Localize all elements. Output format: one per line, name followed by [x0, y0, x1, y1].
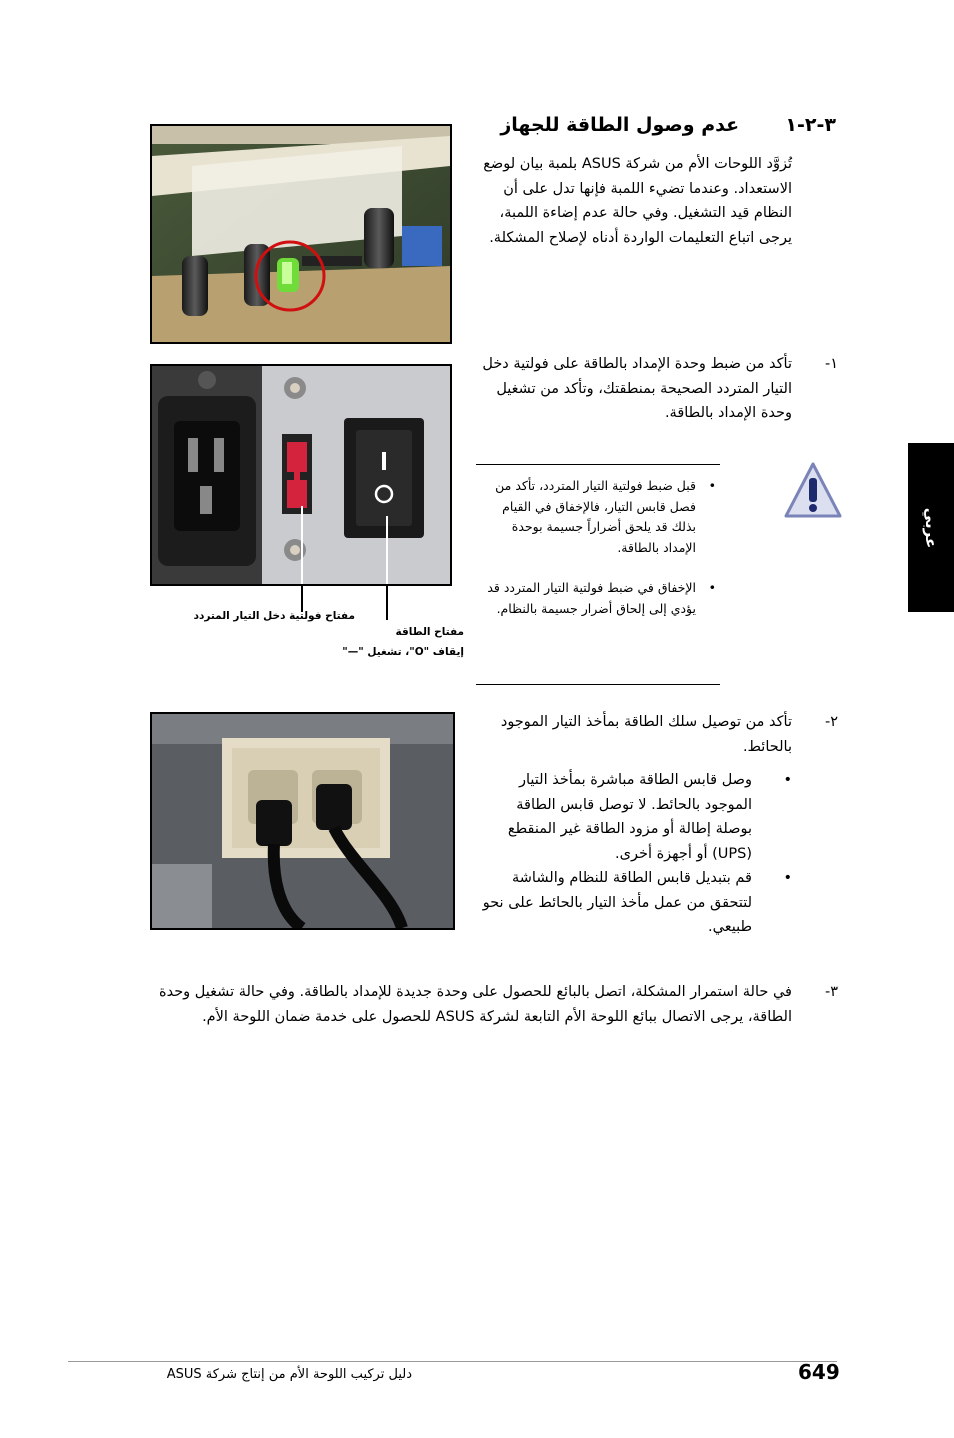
step-2-number: ٢-: [824, 714, 838, 730]
power-switch-caption-line2: إيقاف "O"، تشغيل "—": [342, 646, 464, 658]
section-number: ٣-٢-١: [785, 114, 836, 136]
step-2-bullet: [478, 866, 792, 940]
step-2-text: تأكد من توصيل سلك الطاقة بمأخذ التيار الموجود بالحائط.: [500, 714, 792, 755]
step-2-bullet: [478, 768, 792, 866]
psu-back-panel-photo: [150, 364, 452, 586]
warning-text: الإخفاق في ضبط فولتية التيار المتردد قد يؤدي إلى إلحاق أضرار جسيمة بالنظام.: [487, 580, 696, 616]
warning-box: [486, 476, 716, 619]
warning-text: قبل ضبط فولتية التيار المتردد، تأكد من فصل قابس التيار، فالإخفاق في القيام بذلك قد يلحق أضراراً جسيمة بوحدة الإمداد بالطاقة.: [495, 478, 696, 555]
power-switch-caption-line1: مفتاح الطاقة: [395, 626, 464, 638]
voltage-switch-leader-line: [301, 586, 303, 612]
footer-page-number: 649: [798, 1360, 840, 1384]
section-title: عدم وصول الطاقة للجهاز: [500, 114, 740, 136]
warning-box-top-rule: [476, 464, 720, 465]
warning-item: [486, 476, 716, 558]
step-3-number: ٣-: [824, 984, 838, 1000]
motherboard-led-photo: [150, 124, 452, 344]
language-side-tab-label: عربي: [922, 507, 940, 548]
warning-item: [486, 578, 716, 619]
step-1-text: تأكد من ضبط وحدة الإمداد بالطاقة على فولتية دخل التيار المتردد الصحيحة بمنطقتك، وتأكد من تشغيل وحدة الإمداد بالطاقة.: [482, 356, 792, 421]
footer-manual-title: دليل تركيب اللوحة الأم من إنتاج شركة ASUS: [166, 1367, 412, 1382]
power-switch-leader-line: [386, 586, 388, 620]
step-1-number: ١-: [824, 356, 838, 372]
wall-outlet-photo: [150, 712, 455, 930]
intro-paragraph: تُزوَّد اللوحات الأم من شركة ASUS بلمبة بيان لوضع الاستعداد. وعندما تضيء اللمبة فإنها تدل على أن النظام قيد التشغيل. وفي حالة عدم إضاءة اللمبة، يرجى اتباع التعليمات الواردة أدناه لإصلاح المشكلة.: [483, 156, 792, 246]
section-heading: [500, 114, 836, 136]
voltage-switch-caption: مفتاح فولتية دخل التيار المتردد: [193, 610, 355, 622]
footer-rule: [68, 1361, 837, 1362]
step-3-text: في حالة استمرار المشكلة، اتصل بالبائع للحصول على وحدة جديدة للإمداد بالطاقة. وفي حالة تشغيل وحدة الطاقة، يرجى الاتصال ببائع اللوحة الأم التابعة لشركة ASUS للحصول على خدمة ضمان اللوحة الأم.: [159, 984, 792, 1025]
warning-icon: [782, 460, 844, 522]
warning-box-bottom-rule: [476, 684, 720, 685]
step-2-bullet-text: وصل قابس الطاقة مباشرة بمأخذ التيار الموجود بالحائط. لا توصل قابس الطاقة بوصلة إطالة أو مزود الطاقة غير المنقطع (UPS) أو أجهزة أخرى.: [507, 772, 752, 862]
step-2-bullets: [478, 768, 792, 940]
step-2-bullet-text: قم بتبديل قابس الطاقة للنظام والشاشة لتتحقق من عمل مأخذ التيار بالحائط على نحو طبيعي.: [482, 870, 752, 935]
language-side-tab: [908, 443, 954, 612]
